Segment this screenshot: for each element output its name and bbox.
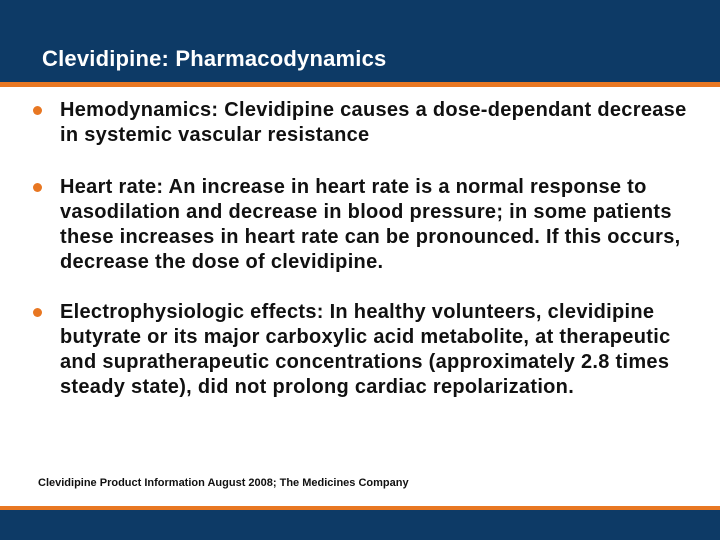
bullet-item (30, 98, 690, 148)
bullet-item (30, 175, 690, 275)
bullet-text: Electrophysiologic effects: In healthy volunteers, clevidipine butyrate or its major carboxylic acid metabolite, at therapeutic and supratherapeutic concentrations (approximately 2.8 times steady state), did not prolong cardiac repolarization. (60, 301, 671, 398)
bullet-item (30, 300, 690, 400)
bullet-dot-icon (33, 308, 42, 317)
footnote-citation: Clevidipine Product Information August 2008; The Medicines Company (38, 477, 409, 489)
slide-title: Clevidipine: Pharmacodynamics (42, 46, 387, 71)
footer-bar (0, 510, 720, 540)
bullet-dot-icon (33, 106, 42, 115)
bullet-text: Heart rate: An increase in heart rate is a normal response to vasodilation and decrease in blood pressure; in some patients these increases in heart rate can be pronounced. If this occurs, decrease the dose of clevidipine. (60, 176, 681, 273)
bullet-dot-icon (33, 183, 42, 192)
title-bar (0, 0, 720, 82)
bullet-text: Hemodynamics: Clevidipine causes a dose-dependant decrease in systemic vascular resistance (60, 99, 687, 146)
bullet-list (30, 98, 690, 400)
title-divider (0, 82, 720, 87)
